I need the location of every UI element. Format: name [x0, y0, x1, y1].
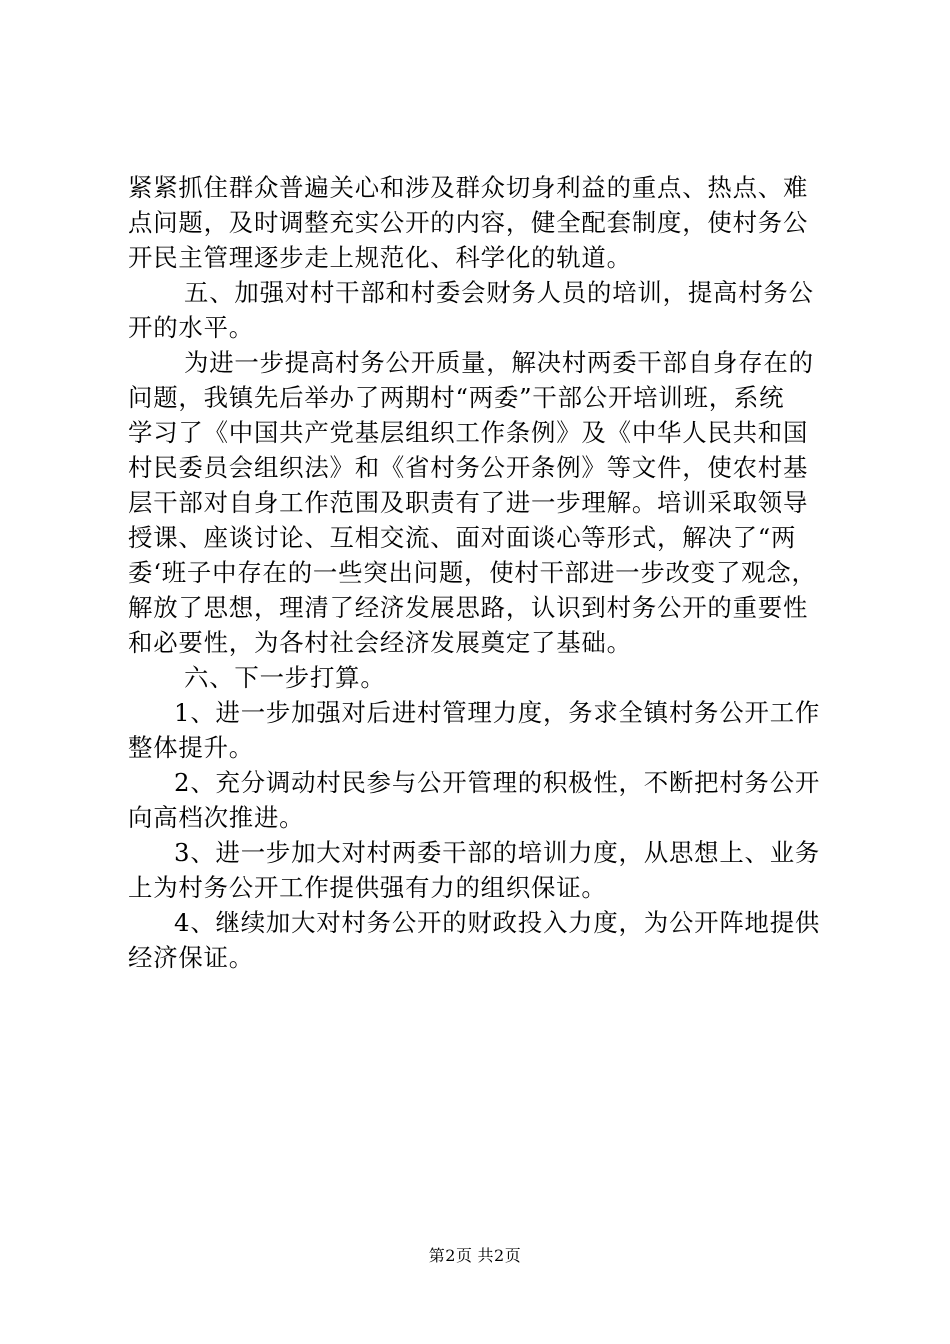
page-number: 第2页 — [428, 1246, 473, 1265]
text-line: 层干部对自身工作范围及职责有了进一步理解。培训采取领导 — [128, 488, 809, 517]
text-line: 向高档次推进。 — [128, 803, 305, 832]
text-line: 开的水平。 — [128, 313, 254, 342]
page-footer — [0, 1244, 950, 1268]
list-item: 2、充分调动村民参与公开管理的积极性，不断把村务公开 — [174, 768, 821, 797]
text-line: 问题，我镇先后举办了两期村“两委”干部公开培训班，系统 — [128, 383, 785, 412]
text-line: 上为村务公开工作提供强有力的组织保证。 — [128, 873, 607, 902]
section-heading: 六、下一步打算。 — [184, 663, 386, 692]
text-line: 村民委员会组织法》和《省村务公开条例》等文件，使农村基 — [128, 453, 809, 482]
text-line: 点问题，及时调整充实公开的内容，健全配套制度，使村务公 — [128, 208, 809, 237]
paragraph-start: 为进一步提高村务公开质量，解决村两委干部自身存在的 — [184, 348, 814, 377]
text-line: 紧紧抓住群众普遍关心和涉及群众切身利益的重点、热点、难 — [128, 173, 809, 202]
list-item: 4、继续加大对村务公开的财政投入力度，为公开阵地提供 — [174, 908, 821, 937]
text-line: 经济保证。 — [128, 943, 254, 972]
text-line: 学习了《中国共产党基层组织工作条例》及《中华人民共和国 — [128, 418, 809, 447]
section-heading: 五、加强对村干部和村委会财务人员的培训，提高村务公 — [184, 278, 814, 307]
text-line: 授课、座谈讨论、互相交流、面对面谈心等形式，解决了“两 — [128, 523, 797, 552]
text-line: 委‘班子中存在的一些突出问题，使村干部进一步改变了观念， — [128, 558, 817, 587]
text-line: 和必要性，为各村社会经济发展奠定了基础。 — [128, 628, 632, 657]
list-item: 1、进一步加强对后进村管理力度，务求全镇村务公开工作 — [174, 698, 821, 727]
list-item: 3、进一步加大对村两委干部的培训力度，从思想上、业务 — [174, 838, 821, 867]
page-total: 共2页 — [477, 1246, 522, 1265]
text-line: 整体提升。 — [128, 733, 254, 762]
text-line: 开民主管理逐步走上规范化、科学化的轨道。 — [128, 243, 632, 272]
document-body — [128, 170, 833, 975]
text-line: 解放了思想，理清了经济发展思路，认识到村务公开的重要性 — [128, 593, 809, 622]
